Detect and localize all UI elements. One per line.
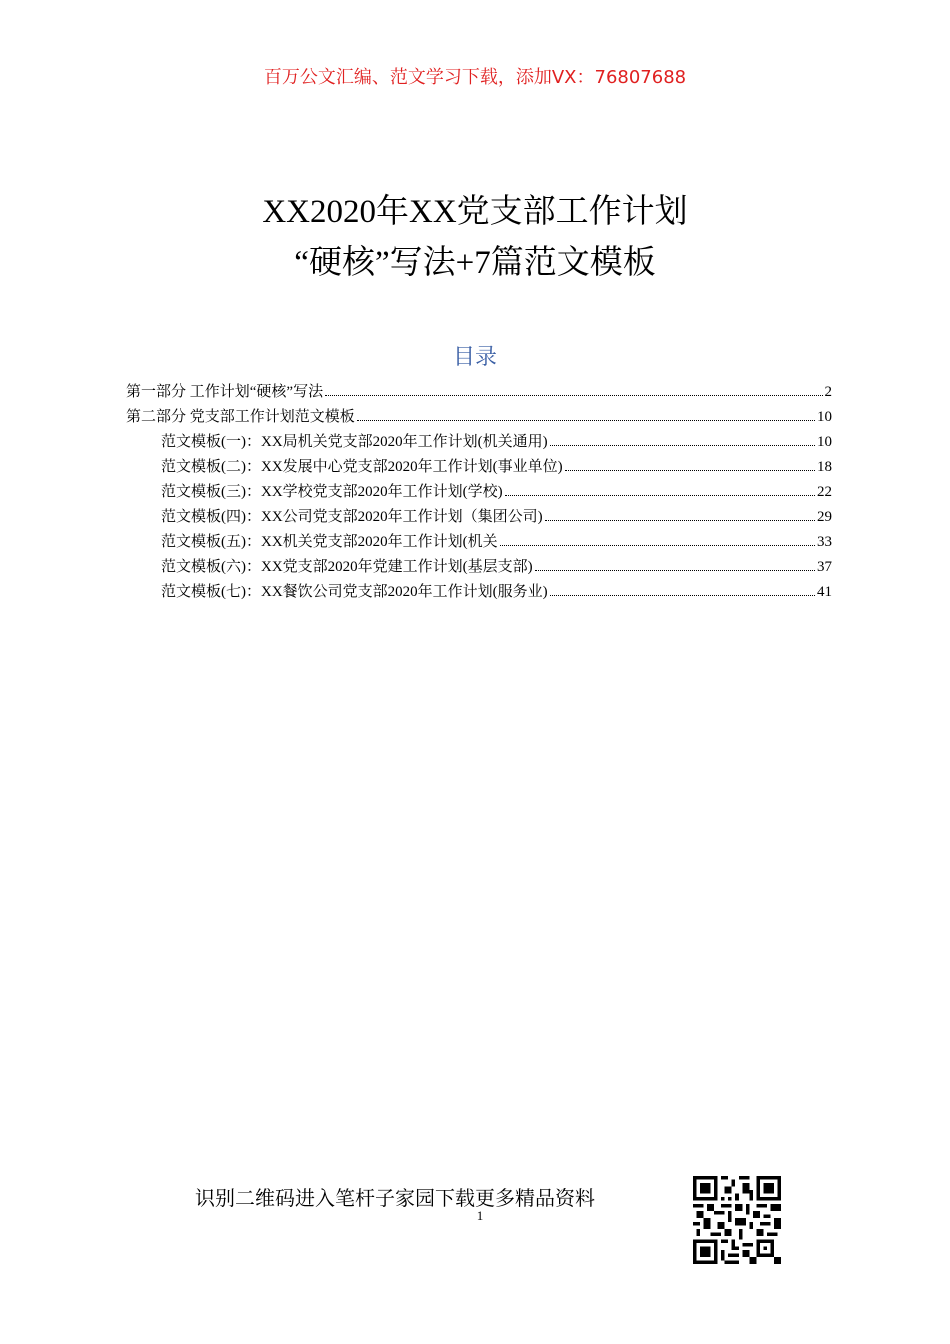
toc-leader [535,569,815,571]
toc-entry-text: 范文模板(五)：XX机关党支部2020年工作计划(机关 [161,534,498,550]
toc-leader [325,394,822,396]
toc-entry-text: 第一部分 工作计划“硬核”写法 [126,384,324,400]
toc-entry-page: 29 [817,509,832,525]
qr-code-icon[interactable] [693,1176,781,1264]
toc-heading: 目录 [452,345,497,370]
toc-leader [565,469,815,471]
toc-entry-text: 范文模板(二)：XX发展中心党支部2020年工作计划(事业单位) [161,459,563,475]
toc-leader [505,494,815,496]
toc-entry-page: 10 [817,434,832,450]
toc-leader [550,444,815,446]
toc-entry-text: 范文模板(七)：XX餐饮公司党支部2020年工作计划(服务业) [161,584,548,600]
toc-entry[interactable] [126,580,832,605]
toc-entry-page: 33 [817,534,832,550]
toc-entry-text: 范文模板(一)：XX局机关党支部2020年工作计划(机关通用) [161,434,548,450]
document-title-line1: XX2020年XX党支部工作计划 [262,194,688,230]
toc-entry[interactable] [126,480,832,505]
header-note: 百万公文汇编、范文学习下载，添加VX：76807688 [263,67,687,88]
toc-entry[interactable] [126,405,832,430]
toc-entry-page: 41 [817,584,832,600]
toc-entry[interactable] [126,530,832,555]
toc-leader [357,419,815,421]
table-of-contents [126,380,832,605]
toc-entry[interactable] [126,555,832,580]
toc-leader [545,519,815,521]
toc-entry-text: 范文模板(四)：XX公司党支部2020年工作计划（集团公司) [161,509,543,525]
toc-entry-page: 37 [817,559,832,575]
page-number: 1 [476,1208,484,1223]
document-title-line2: “硬核”写法+7篇范文模板 [294,245,656,281]
toc-entry-text: 范文模板(六)：XX党支部2020年党建工作计划(基层支部) [161,559,533,575]
toc-leader [550,594,815,596]
toc-entry[interactable] [126,505,832,530]
toc-entry-page: 22 [817,484,832,500]
toc-entry-text: 范文模板(三)：XX学校党支部2020年工作计划(学校) [161,484,503,500]
toc-entry[interactable] [126,430,832,455]
footer-text: 识别二维码进入笔杆子家园下载更多精品资料 [195,1186,595,1210]
toc-entry[interactable] [126,380,832,405]
toc-entry-page: 2 [824,384,832,400]
toc-entry-page: 10 [817,409,832,425]
toc-leader [500,544,815,546]
toc-entry-page: 18 [817,459,832,475]
toc-entry-text: 第二部分 党支部工作计划范文模板 [126,409,355,425]
toc-entry[interactable] [126,455,832,480]
